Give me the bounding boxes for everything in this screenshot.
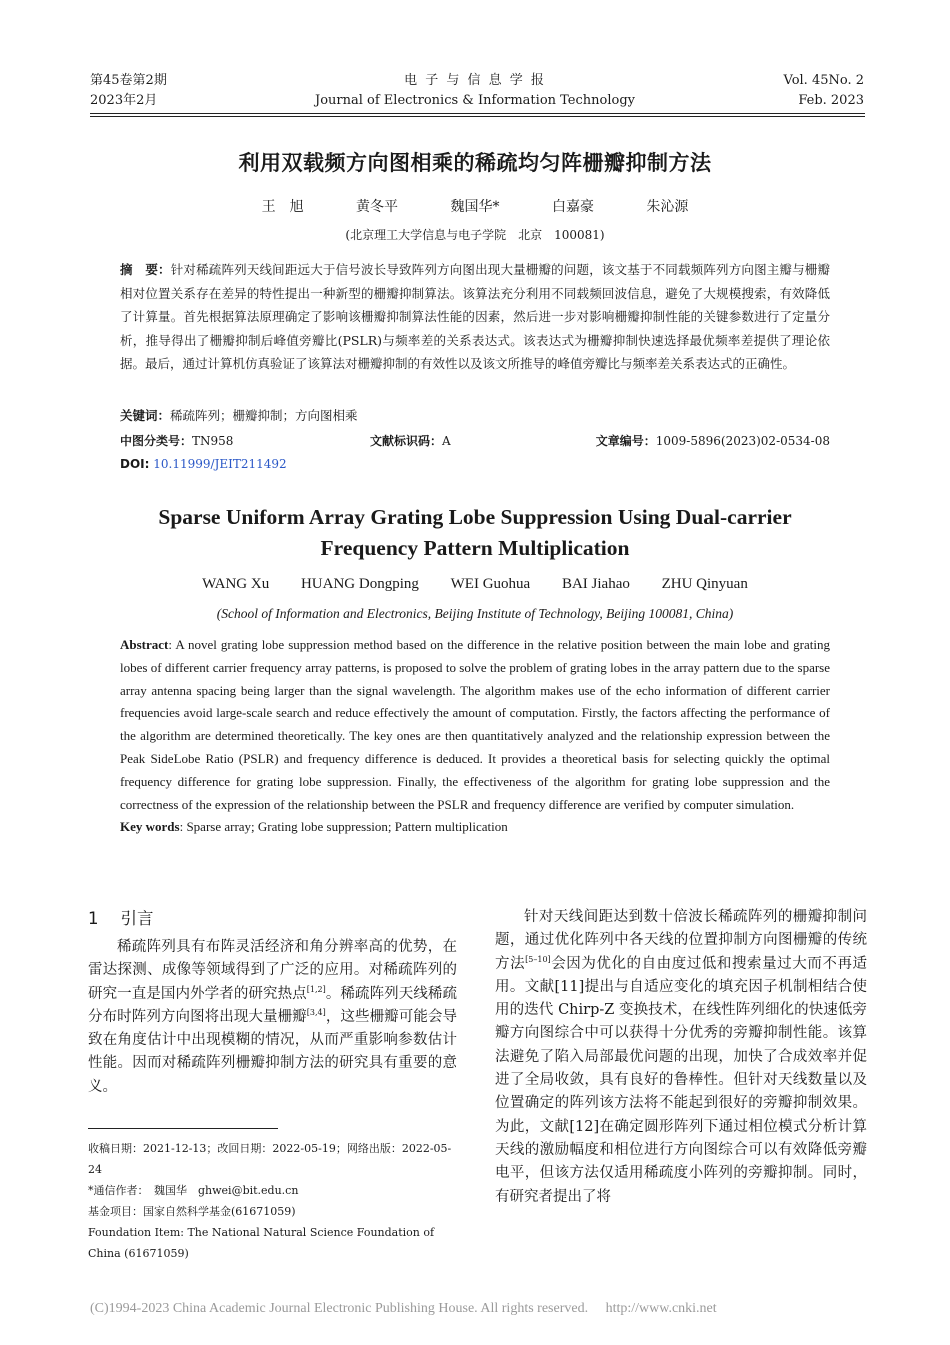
title-en-line: Sparse Uniform Array Grating Lobe Suppression Using Dual-carrier: [158, 505, 792, 529]
fund-en: Foundation Item: The National Natural Science Foundation of China (61671059): [88, 1226, 435, 1260]
text-run: 会因为优化的自由度过低和搜索量过大而不再适用。文献[11]提出与自适应变化的填充因子机制相结合使用的迭代 Chirp-Z 变换技术，在线性阵列细化的快速低旁瓣方向图综合中可以获得十分优秀的旁瓣抑制性能。该算法避免了陷入局部最优问题的出现，加快了合成效率并促进了全局收敛，具有良好的鲁棒性。但针对天线数量以及位置确定的阵列该方法将不能起到很好的旁瓣抑制效果。为此，文献[12]在确定圆形阵列下通过相位模式分析计算天线的激励幅度和相位进行方向图综合可以有效降低旁瓣电平，但该方法仅适用稀疏度小阵列的旁瓣抑制。同时，有研究者提出了将: [495, 955, 868, 1205]
author-cn: 黄冬平: [356, 199, 399, 215]
author-en: HUANG Dongping: [300, 576, 419, 592]
section-title: 引言: [120, 909, 154, 928]
volume-issue: 第45卷第2期: [90, 73, 167, 88]
author-en: BAI Jiahao: [561, 576, 630, 592]
clc-label: 中图分类号：: [120, 434, 193, 448]
keywords-cn-text: 稀疏阵列；栅瓣抑制；方向图相乘: [170, 408, 358, 423]
paragraph: [88, 936, 457, 1099]
doc-code-label: 文献标识码：: [370, 434, 443, 448]
header-rule: [90, 113, 865, 114]
volume-en: Vol. 45No. 2: [783, 73, 864, 88]
doi-row: [120, 457, 830, 477]
doi-link[interactable]: 10.11999/JEIT211492: [153, 457, 287, 471]
author-en: WEI Guohua: [450, 576, 531, 592]
fund-cn: 基金项目：国家自然科学基金(61671059): [88, 1205, 296, 1218]
doi-label: DOI:: [120, 457, 150, 471]
citation[interactable]: [5–10]: [525, 954, 551, 964]
text-run: 稀疏阵列具有布阵灵活经济和角分辨率高的优势，在雷达探测、成像等领域得到了广泛的应用。对稀疏阵列的研究一直是国内外学者的研究热点: [88, 939, 457, 1002]
affiliation-en: (School of Information and Electronics, Beijing Institute of Technology, Beijing 100081, China): [216, 606, 734, 621]
footnote-rule: [88, 1128, 278, 1129]
article-no-label: 文章编号：: [595, 434, 656, 448]
author-cn: 王 旭: [261, 199, 304, 215]
journal-name-cn: 电 子 与 信 息 学 报: [404, 73, 546, 88]
received-dates: 收稿日期：2021-12-13；改回日期：2022-05-19；网络出版：2022-05-24: [88, 1142, 452, 1176]
body-left-column: [88, 936, 457, 1099]
corresponding-author: *通信作者： 魏国华 ghwei@bit.edu.cn: [88, 1184, 299, 1197]
abstract-en-text: : A novel grating lobe suppression method based on the difference in the relative position between the main lobe and grating lobes of different carrier frequency array patterns, is proposed to solve the problem of grating lobes in the array pattern due to the sparse array antenna spacing being larger than the signal wavelength. The algorithm makes use of the echo information of different carrier frequencies avoid large-scale search and reduce effectively the amount of computation. Firstly, the factors affecting the performance of the algorithm are determined theoretically. The key ones are then quantitatively analyzed and the relationship expression between the Peak SideLobe Ratio (PSLR) and frequency difference is deduced. It provides a theoretical basis for selecting quickly the optimal frequency difference for grating lobe suppression. Finally, the effectiveness of the algorithm for grating lobe suppression and the correctness of the expression of the relationship between the PSLR and frequency difference are verified by computer simulation.: [120, 637, 830, 812]
affiliation-cn: (北京理工大学信息与电子学院 北京 100081): [345, 228, 605, 242]
abstract-cn-label: 摘 要：: [120, 262, 171, 277]
body-right-column: [495, 906, 867, 1209]
date-en: Feb. 2023: [798, 93, 864, 108]
doc-code-value: A: [442, 434, 451, 448]
text-run: 。稀疏阵列天线稀疏分布时阵列方向图将出现大量栅瓣: [88, 985, 458, 1025]
publication-date: 2023年2月: [90, 93, 158, 108]
keywords-cn: [120, 404, 830, 428]
journal-name-en: Journal of Electronics & Information Technology: [314, 93, 636, 108]
section-number: 1: [88, 909, 99, 928]
classification-row: [120, 432, 830, 452]
authors-cn: [0, 196, 950, 216]
header-rule: [90, 116, 865, 117]
section-heading: [88, 905, 154, 929]
abstract-en: [120, 634, 830, 839]
copyright-footer: (C)1994-2023 China Academic Journal Electronic Publishing House. All rights reserved. http://www.cnki.net: [90, 1301, 717, 1316]
author-en: WANG Xu: [202, 576, 270, 592]
authors-en: [0, 576, 950, 593]
page-title-cn: 利用双载频方向图相乘的稀疏均匀阵栅瓣抑制方法: [238, 151, 712, 175]
paragraph: [495, 906, 867, 1209]
article-no-value: 1009-5896(2023)02-0534-08: [655, 434, 830, 448]
author-cn: 魏国华*: [450, 199, 500, 215]
keywords-en-text: : Sparse array; Grating lobe suppression; Pattern multiplication: [179, 819, 508, 835]
author-cn: 白嘉豪: [551, 199, 594, 215]
abstract-cn-text: 针对稀疏阵列天线间距远大于信号波长导致阵列方向图出现大量栅瓣的问题，该文基于不同载频阵列方向图主瓣与栅瓣相对位置关系存在差异的特性提出一种新型的栅瓣抑制算法。该算法充分利用不同载频回波信息，避免了大规模搜索，有效降低了计算量。首先根据算法原理确定了影响该栅瓣抑制算法性能的因素，然后进一步对影响栅瓣抑制性能的关键参数进行了定量分析，推导得出了栅瓣抑制后峰值旁瓣比(PSLR)与频率差的关系表达式。该表达式为栅瓣抑制快速选择最优频率差提供了理论依据。最后，通过计算机仿真验证了该算法对栅瓣抑制的有效性以及该文所推导的峰值旁瓣比与频率差关系表达式的正确性。: [120, 262, 830, 371]
abstract-en-label: Abstract: [120, 637, 169, 652]
keywords-en-label: Key words: [120, 819, 180, 835]
text-run: 针对天线间距达到数十倍波长稀疏阵列的栅瓣抑制问题，通过优化阵列中各天线的位置抑制方向图栅瓣的传统方法: [495, 909, 867, 972]
text-run: ，这些栅瓣可能会导致在角度估计中出现模糊的情况，从而严重影响参数估计性能。因而对稀疏阵列栅瓣抑制方法的研究具有重要的意义。: [88, 1008, 458, 1095]
citation[interactable]: [3,4]: [306, 1008, 326, 1018]
abstract-cn: [120, 258, 830, 376]
citation[interactable]: [1,2]: [306, 984, 326, 994]
clc-value: TN958: [192, 434, 234, 448]
page-title-en: [0, 502, 950, 564]
footnotes: [88, 1138, 460, 1264]
author-en: ZHU Qinyuan: [661, 576, 748, 592]
author-cn: 朱沁源: [646, 199, 689, 215]
title-en-line: Frequency Pattern Multiplication: [320, 536, 630, 560]
keywords-cn-label: 关键词：: [120, 408, 171, 423]
